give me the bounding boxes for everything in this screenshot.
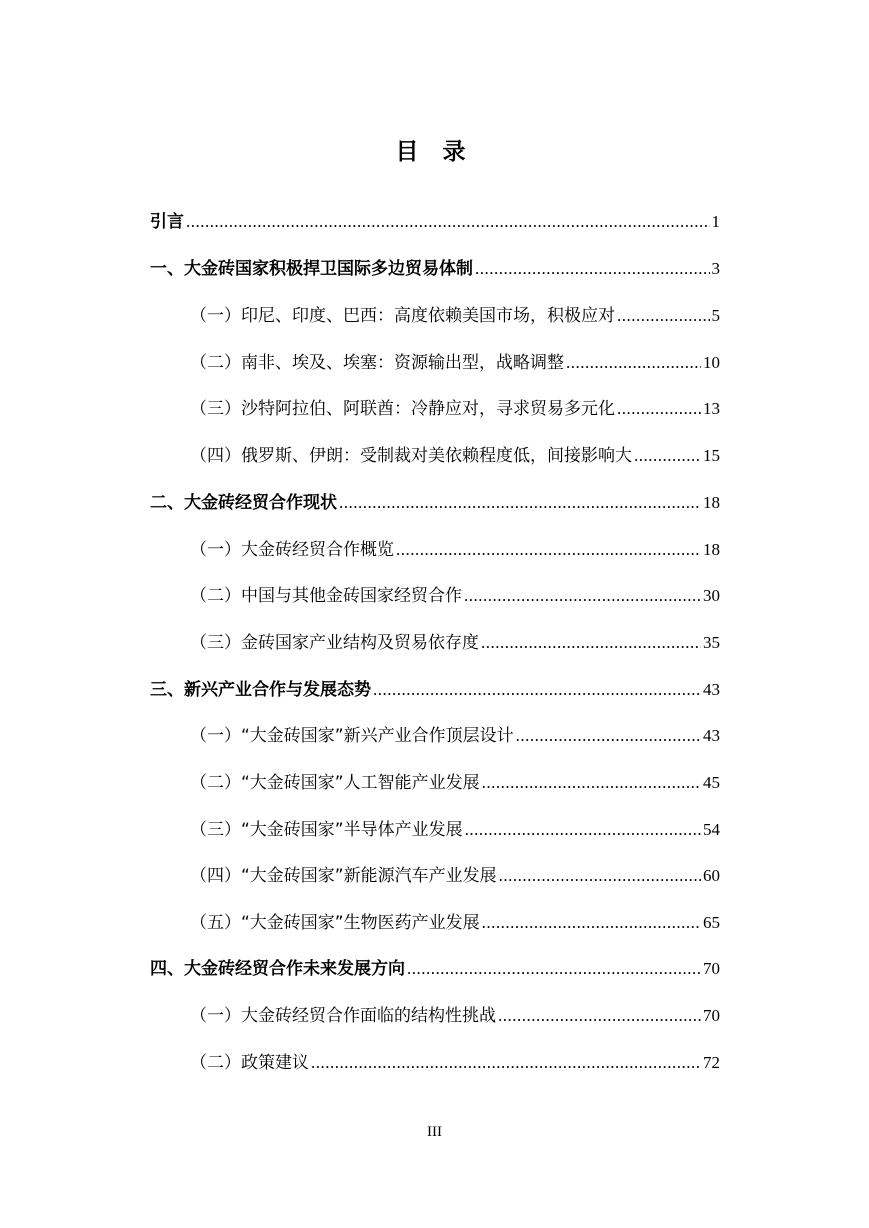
toc-entry-label: （四）“大金砖国家”新能源汽车产业发展 xyxy=(190,866,497,886)
toc-page-number: 13 xyxy=(703,399,720,418)
toc-page-number: 70 xyxy=(703,1006,720,1025)
toc-entry-label: （四）俄罗斯、伊朗：受制裁对美依赖程度低，间接影响大 xyxy=(190,446,632,466)
toc-title: 目 录 xyxy=(395,139,474,165)
toc-page-number: 43 xyxy=(703,726,720,745)
toc-page-number: 35 xyxy=(703,633,720,652)
toc-page-number: 54 xyxy=(703,820,720,839)
toc-page-number: 30 xyxy=(703,586,720,605)
toc-entry-intro[interactable] xyxy=(150,210,720,234)
dot-leader xyxy=(407,957,701,981)
dot-leader xyxy=(481,631,701,655)
toc-entry-label: 二、大金砖经贸合作现状 xyxy=(150,493,337,513)
toc-entry-section[interactable] xyxy=(190,724,720,748)
toc-entry-label: （三）沙特阿拉伯、阿联酋：冷静应对，寻求贸易多元化 xyxy=(190,399,615,419)
toc-entry-label: （三）“大金砖国家”半导体产业发展 xyxy=(190,820,463,840)
toc-entry-label: （二）政策建议 xyxy=(190,1053,309,1073)
toc-page-number: 3 xyxy=(711,259,720,278)
toc-entry-section[interactable] xyxy=(190,771,720,795)
toc-entry-label: 三、新兴产业合作与发展态势 xyxy=(150,680,371,700)
toc-entry-section[interactable] xyxy=(190,538,720,562)
toc-entry-label: （三）金砖国家产业结构及贸易依存度 xyxy=(190,633,479,653)
dot-leader xyxy=(396,538,701,562)
toc-entry-section[interactable] xyxy=(190,818,720,842)
toc-page-number: 45 xyxy=(703,773,720,792)
toc-page-number: 65 xyxy=(703,913,720,932)
dot-leader xyxy=(516,724,701,748)
toc-entry-section[interactable] xyxy=(190,351,720,375)
dot-leader xyxy=(465,818,701,842)
toc-entry-section[interactable] xyxy=(190,864,720,888)
page-number-footer: III xyxy=(427,1124,442,1140)
toc-entry-label: （一）大金砖经贸合作面临的结构性挑战 xyxy=(190,1006,496,1026)
dot-leader xyxy=(373,678,701,702)
toc-entry-section[interactable] xyxy=(190,304,720,328)
toc-entry-label: （一）大金砖经贸合作概览 xyxy=(190,540,394,560)
toc-page-number: 10 xyxy=(703,353,720,372)
toc-entry-section[interactable] xyxy=(190,397,720,421)
toc-entry-section[interactable] xyxy=(190,584,720,608)
dot-leader xyxy=(617,397,701,421)
toc-entry-label: （五）“大金砖国家”生物医药产业发展 xyxy=(190,913,480,933)
toc-entry-chapter-3[interactable] xyxy=(150,678,720,702)
toc-entry-label: （一）“大金砖国家”新兴产业合作顶层设计 xyxy=(190,726,514,746)
dot-leader xyxy=(339,491,701,515)
dot-leader xyxy=(634,444,701,468)
toc-entry-label: 四、大金砖经贸合作未来发展方向 xyxy=(150,959,405,979)
toc-page-number: 18 xyxy=(703,540,720,559)
dot-leader xyxy=(464,584,701,608)
toc-page-number: 5 xyxy=(711,306,720,325)
toc-entry-label: （一）印尼、印度、巴西：高度依赖美国市场，积极应对 xyxy=(190,306,615,326)
toc-entry-section[interactable] xyxy=(190,444,720,468)
toc-entry-label: 一、大金砖国家积极捍卫国际多边贸易体制 xyxy=(150,259,473,279)
toc-page-number: 15 xyxy=(703,446,720,465)
toc-entry-chapter-1[interactable] xyxy=(150,257,720,281)
dot-leader xyxy=(499,864,701,888)
toc-entry-label: （二）“大金砖国家”人工智能产业发展 xyxy=(190,773,480,793)
toc-page-number: 70 xyxy=(703,959,720,978)
toc-page-number: 1 xyxy=(711,212,720,231)
toc-entry-section[interactable] xyxy=(190,1004,720,1028)
dot-leader xyxy=(566,351,701,375)
dot-leader xyxy=(498,1004,701,1028)
toc-entry-section[interactable] xyxy=(190,1051,720,1075)
toc-entry-section[interactable] xyxy=(190,631,720,655)
toc-page-number: 18 xyxy=(703,493,720,512)
dot-leader xyxy=(482,911,701,935)
dot-leader xyxy=(186,210,710,234)
dot-leader xyxy=(617,304,710,328)
dot-leader xyxy=(475,257,710,281)
toc-entry-label: （二）中国与其他金砖国家经贸合作 xyxy=(190,586,462,606)
toc-page-number: 72 xyxy=(703,1053,720,1072)
dot-leader xyxy=(482,771,701,795)
dot-leader xyxy=(311,1051,701,1075)
toc-page-number: 60 xyxy=(703,866,720,885)
toc-entry-section[interactable] xyxy=(190,911,720,935)
toc-entry-label: 引言 xyxy=(150,212,184,232)
toc-entry-chapter-2[interactable] xyxy=(150,491,720,515)
toc-page-number: 43 xyxy=(703,680,720,699)
toc-entry-chapter-4[interactable] xyxy=(150,957,720,981)
toc-entry-label: （二）南非、埃及、埃塞：资源输出型，战略调整 xyxy=(190,353,564,373)
